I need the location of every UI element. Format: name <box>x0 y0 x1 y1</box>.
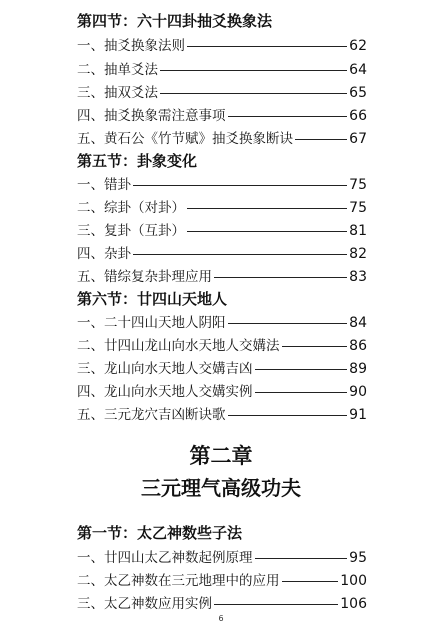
toc-entry-label: 一、错卦 <box>77 177 131 193</box>
page-number: 6 <box>218 614 224 623</box>
toc-entry[interactable] <box>77 37 367 55</box>
toc-entry[interactable] <box>77 245 367 263</box>
toc-entry-page: 75 <box>349 177 367 193</box>
toc-entry-page: 90 <box>349 384 367 400</box>
leader-line <box>228 116 348 117</box>
leader-line <box>228 323 348 324</box>
toc-entry[interactable] <box>77 199 367 217</box>
toc-entry-label: 四、龙山向水天地人交媾实例 <box>77 384 253 400</box>
toc-entry-page: 81 <box>349 223 367 239</box>
leader-line <box>255 369 348 370</box>
toc-entry-label: 一、廿四山太乙神数起例原理 <box>77 550 253 566</box>
toc-entry-page: 84 <box>349 315 367 331</box>
toc-entry-label: 三、太乙神数应用实例 <box>77 596 212 612</box>
toc-entry-page: 83 <box>349 269 367 285</box>
toc-entry-label: 五、错综复杂卦理应用 <box>77 269 212 285</box>
toc-entry-label: 二、抽单爻法 <box>77 62 158 78</box>
section-title: 第一节：太乙神数些子法 <box>77 524 243 542</box>
toc-entry[interactable] <box>77 406 367 424</box>
toc-entry[interactable] <box>77 572 367 590</box>
toc-entry-label: 二、太乙神数在三元地理中的应用 <box>77 573 280 589</box>
toc-entry-label: 四、杂卦 <box>77 246 131 262</box>
toc-entry[interactable] <box>77 61 367 79</box>
section-title: 第六节：廿四山天地人 <box>77 290 228 308</box>
toc-entry[interactable] <box>77 84 367 102</box>
toc-entry-label: 一、抽爻换象法则 <box>77 38 185 54</box>
leader-line <box>295 139 347 140</box>
toc-entry-page: 67 <box>349 131 367 147</box>
toc-entry-label: 四、抽爻换象需注意事项 <box>77 108 226 124</box>
toc-entry-label: 一、二十四山天地人阴阳 <box>77 315 226 331</box>
toc-entry[interactable] <box>77 549 367 567</box>
toc-entry-page: 91 <box>349 407 367 423</box>
toc-entry-label: 二、廿四山龙山向水天地人交媾法 <box>77 338 280 354</box>
toc-entry-page: 62 <box>349 38 367 54</box>
toc-entry-page: 106 <box>340 596 367 612</box>
toc-entry-label: 三、抽双爻法 <box>77 85 158 101</box>
toc-entry-label: 三、龙山向水天地人交媾吉凶 <box>77 361 253 377</box>
leader-line <box>228 415 348 416</box>
toc-entry-page: 86 <box>349 338 367 354</box>
toc-entry-label: 五、三元龙穴吉凶断诀歌 <box>77 407 226 423</box>
leader-line <box>255 558 348 559</box>
toc-entry-label: 三、复卦（互卦） <box>77 223 185 239</box>
toc-entry[interactable] <box>77 360 367 378</box>
toc-entry-label: 五、黄石公《竹节赋》抽爻换象断诀 <box>77 131 293 147</box>
toc-entry-page: 89 <box>349 361 367 377</box>
toc-entry[interactable] <box>77 222 367 240</box>
leader-line <box>255 392 348 393</box>
toc-entry[interactable] <box>77 595 367 613</box>
leader-line <box>160 70 347 71</box>
toc-entry[interactable] <box>77 383 367 401</box>
leader-line <box>187 46 347 47</box>
chapter-number: 第二章 <box>189 444 253 468</box>
toc-entry-page: 75 <box>349 200 367 216</box>
toc-entry[interactable] <box>77 107 367 125</box>
leader-line <box>214 604 338 605</box>
leader-line <box>133 254 347 255</box>
toc-entry-page: 95 <box>349 550 367 566</box>
leader-line <box>282 346 348 347</box>
toc-entry[interactable] <box>77 314 367 332</box>
toc-entry-page: 82 <box>349 246 367 262</box>
toc-entry-page: 100 <box>340 573 367 589</box>
chapter-title: 三元理气高级功夫 <box>141 476 301 500</box>
leader-line <box>282 581 339 582</box>
leader-line <box>187 231 347 232</box>
section-title: 第五节：卦象变化 <box>77 152 198 170</box>
toc-entry[interactable] <box>77 268 367 286</box>
toc-entry-page: 64 <box>349 62 367 78</box>
leader-line <box>214 277 347 278</box>
leader-line <box>133 185 347 186</box>
section-title: 第四节：六十四卦抽爻换象法 <box>77 12 273 30</box>
toc-entry[interactable] <box>77 130 367 148</box>
leader-line <box>160 93 347 94</box>
toc-entry[interactable] <box>77 176 367 194</box>
toc-entry-label: 二、综卦（对卦） <box>77 200 185 216</box>
toc-entry-page: 65 <box>349 85 367 101</box>
toc-entry-page: 66 <box>349 108 367 124</box>
toc-entry[interactable] <box>77 337 367 355</box>
leader-line <box>187 208 347 209</box>
